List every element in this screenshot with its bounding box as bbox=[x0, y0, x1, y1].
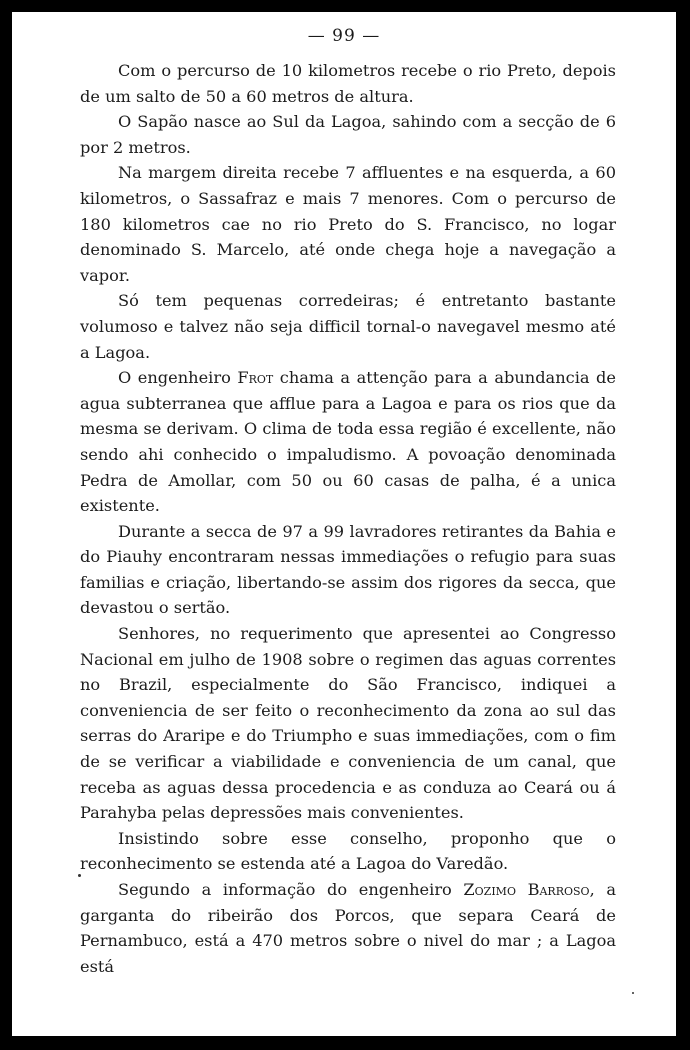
paragraph-9-rest: , a garganta do ribeirão dos Porcos, que separa Ceará de Pernambuco, está a 470 metros sobre o nivel do mar ; a Lagoa está bbox=[80, 880, 616, 976]
print-speck bbox=[632, 992, 634, 994]
paragraph-8: Insistindo sobre esse conselho, proponho que o reconhecimento se estenda até a Lagoa do Varedão. bbox=[80, 828, 616, 874]
paragraph-5-rest: chama a attenção para a abundancia de agua subterranea que afflue para a Lagoa e para os rios que da mesma se derivam. O clima de toda essa região é excellente, não sendo ahi conhecido o impaludismo. A povoação denominada Pedra de Amollar, com 50 ou 60 casas de palha, é a unica existente. bbox=[80, 368, 616, 516]
paragraph-9-start: Segundo a informação do engenheiro bbox=[118, 880, 464, 899]
document-page bbox=[12, 12, 676, 1036]
person-name-frot: Frot bbox=[237, 368, 274, 388]
paragraph-7: Senhores, no requerimento que apresentei ao Congresso Nacional em julho de 1908 sobre o regimen das aguas correntes no Brazil, especialmente do São Francisco, indiquei a conveniencia de ser feito o reconhecimento da zona ao sul das serras do Araripe e do Triumpho e suas immediações, com o fim de se verificar a viabilidade e conveniencia de um canal, que receba as aguas dessa procedencia e as conduza ao Ceará ou á Parahyba pelas depressões mais convenientes. bbox=[80, 624, 616, 823]
paragraph-9 bbox=[80, 877, 616, 979]
print-speck bbox=[78, 874, 81, 877]
paragraph-5 bbox=[80, 365, 616, 519]
paragraph-6: Durante a secca de 97 a 99 lavradores retirantes da Bahia e do Piauhy encontraram nessas immediações o refugio para suas familias e criação, libertando-se assim dos rigores da secca, que devastou o sertão. bbox=[80, 521, 616, 618]
page-number: — 99 — bbox=[307, 26, 381, 46]
person-name-zozimo-barroso: Zozimo Barroso bbox=[463, 880, 590, 899]
paragraph-3: Na margem direita recebe 7 affluentes e na esquerda, a 60 kilometros, o Sassafraz e mais 7 menores. Com o percurso de 180 kilometros cae no rio Preto do S. Francisco, no logar denominado S. Marcelo, até onde chega hoje a navegação a vapor. bbox=[80, 163, 616, 285]
paragraph-5-start: O engenheiro bbox=[118, 368, 238, 388]
paragraph-1: Com o percurso de 10 kilometros recebe o rio Preto, depois de um salto de 50 a 60 metros de altura. bbox=[80, 61, 616, 106]
body-text bbox=[80, 58, 616, 979]
paragraph-4: Só tem pequenas corredeiras; é entretanto bastante volumoso e talvez não seja difficil tornal-o navegavel mesmo até a Lagoa. bbox=[80, 291, 616, 362]
paragraph-2: O Sapão nasce ao Sul da Lagoa, sahindo com a secção de 6 por 2 metros. bbox=[80, 112, 616, 157]
